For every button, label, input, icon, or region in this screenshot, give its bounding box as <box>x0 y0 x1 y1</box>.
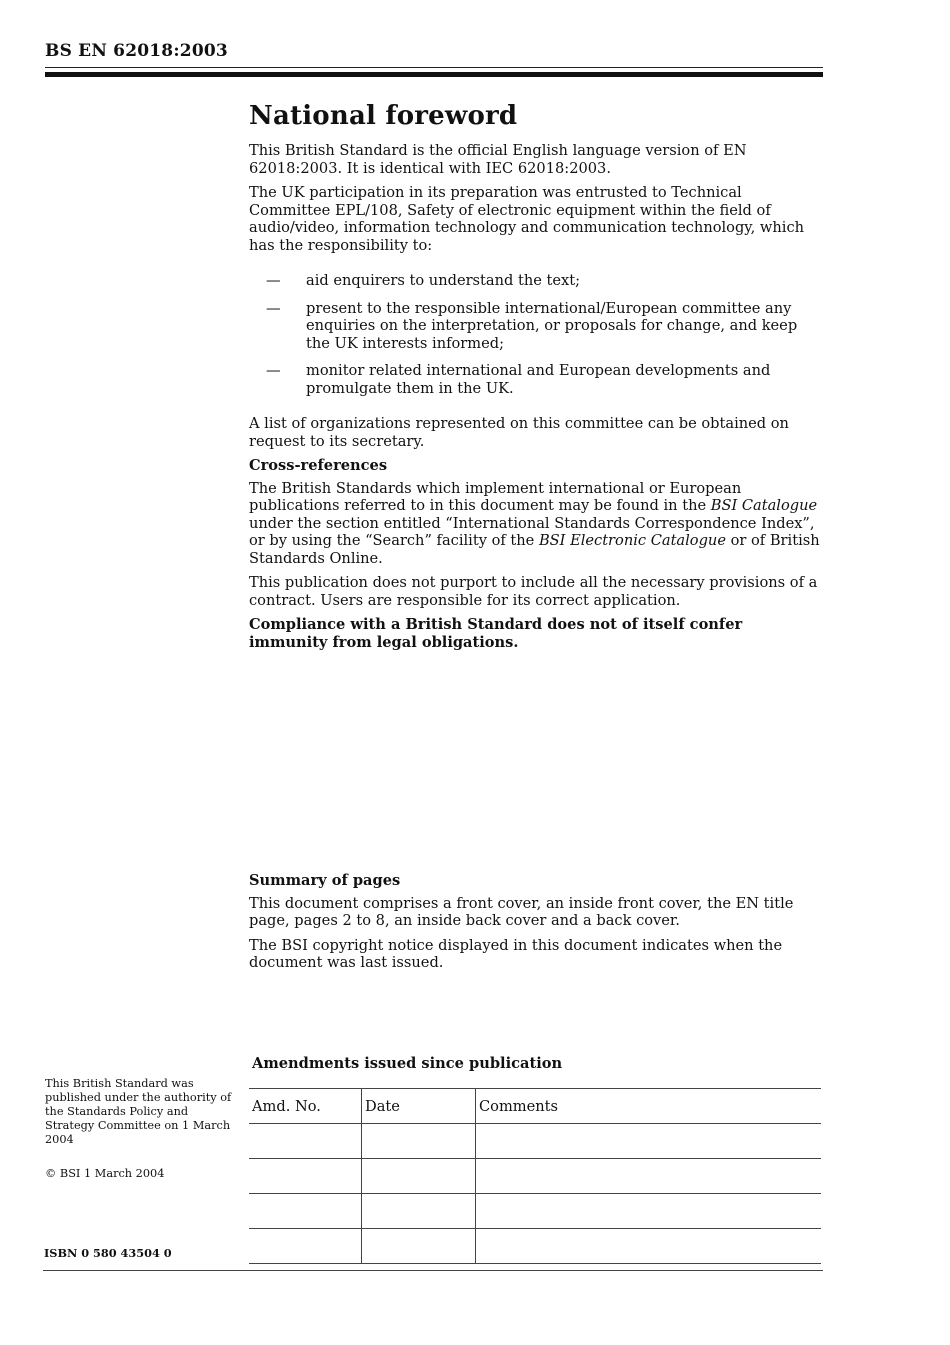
table-row <box>249 1159 821 1194</box>
footer-rule <box>249 1270 823 1271</box>
cross-references-heading: Cross-references <box>249 457 388 474</box>
responsibility-list <box>249 272 824 397</box>
table-row <box>249 1229 821 1264</box>
footer-rule-left <box>43 1270 249 1271</box>
isbn: ISBN 0 580 43504 0 <box>44 1246 172 1260</box>
copyright-note: © BSI 1 March 2004 <box>45 1167 165 1180</box>
authority-note: This British Standard was published under the authority of the Standards Policy and Strategy Committee on 1 March 2004 <box>45 1077 232 1146</box>
column-header-amd-no: Amd. No. <box>249 1089 362 1124</box>
summary-of-pages <box>249 872 824 979</box>
header-rule-thick <box>45 72 823 77</box>
intro-paragraph: This British Standard is the official English language version of EN 62018:2003. It is identical with IEC 62018:2003. <box>249 142 747 177</box>
document-code: BS EN 62018:2003 <box>45 41 228 61</box>
table-row <box>249 1194 821 1229</box>
list-item: — aid enquirers to understand the text; <box>266 272 581 289</box>
committee-paragraph: The UK participation in its preparation was entrusted to Technical Committee EPL/108, Safety of electronic equipment within the field of audio/video, information technology and communication technology, which has the responsibility to: <box>249 184 805 254</box>
national-foreword <box>249 100 824 658</box>
table-row <box>249 1124 821 1159</box>
organizations-paragraph: A list of organizations represented on this committee can be obtained on request to its secretary. <box>249 415 789 450</box>
page-title: National foreword <box>249 101 518 131</box>
table-header-row <box>249 1089 821 1124</box>
contract-paragraph: This publication does not purport to include all the necessary provisions of a contract. Users are responsible for its correct application. <box>249 574 818 609</box>
compliance-paragraph: Compliance with a British Standard does not of itself confer immunity from legal obligations. <box>249 616 743 651</box>
summary-paragraph: This document comprises a front cover, an inside front cover, the EN title page, pages 2 to 8, an inside back cover and a back cover. <box>249 894 794 929</box>
amendments-table <box>249 1088 821 1264</box>
list-item: — present to the responsible international/European committee any enquiries on the interpretation, or proposals for change, and keep the UK interests informed; <box>266 299 798 352</box>
summary-heading: Summary of pages <box>249 872 401 889</box>
column-header-comments: Comments <box>476 1089 822 1124</box>
list-item: — monitor related international and European developments and promulgate them in the UK. <box>266 362 771 397</box>
copyright-notice-paragraph: The BSI copyright notice displayed in this document indicates when the document was last issued. <box>249 936 783 971</box>
column-header-date: Date <box>362 1089 476 1124</box>
amendments-title: Amendments issued since publication <box>252 1055 563 1072</box>
header-rule-thin <box>45 67 823 68</box>
publication-sidebar <box>45 1077 235 1201</box>
cross-references-paragraph: The British Standards which implement international or European publications referred to in this document may be found in the BSI Catalogue under the section entitled “International Standards Correspondence Index”, or by using the “Search” facility of the BSI Electronic Catalogue or of British Standards Online. <box>249 479 820 567</box>
